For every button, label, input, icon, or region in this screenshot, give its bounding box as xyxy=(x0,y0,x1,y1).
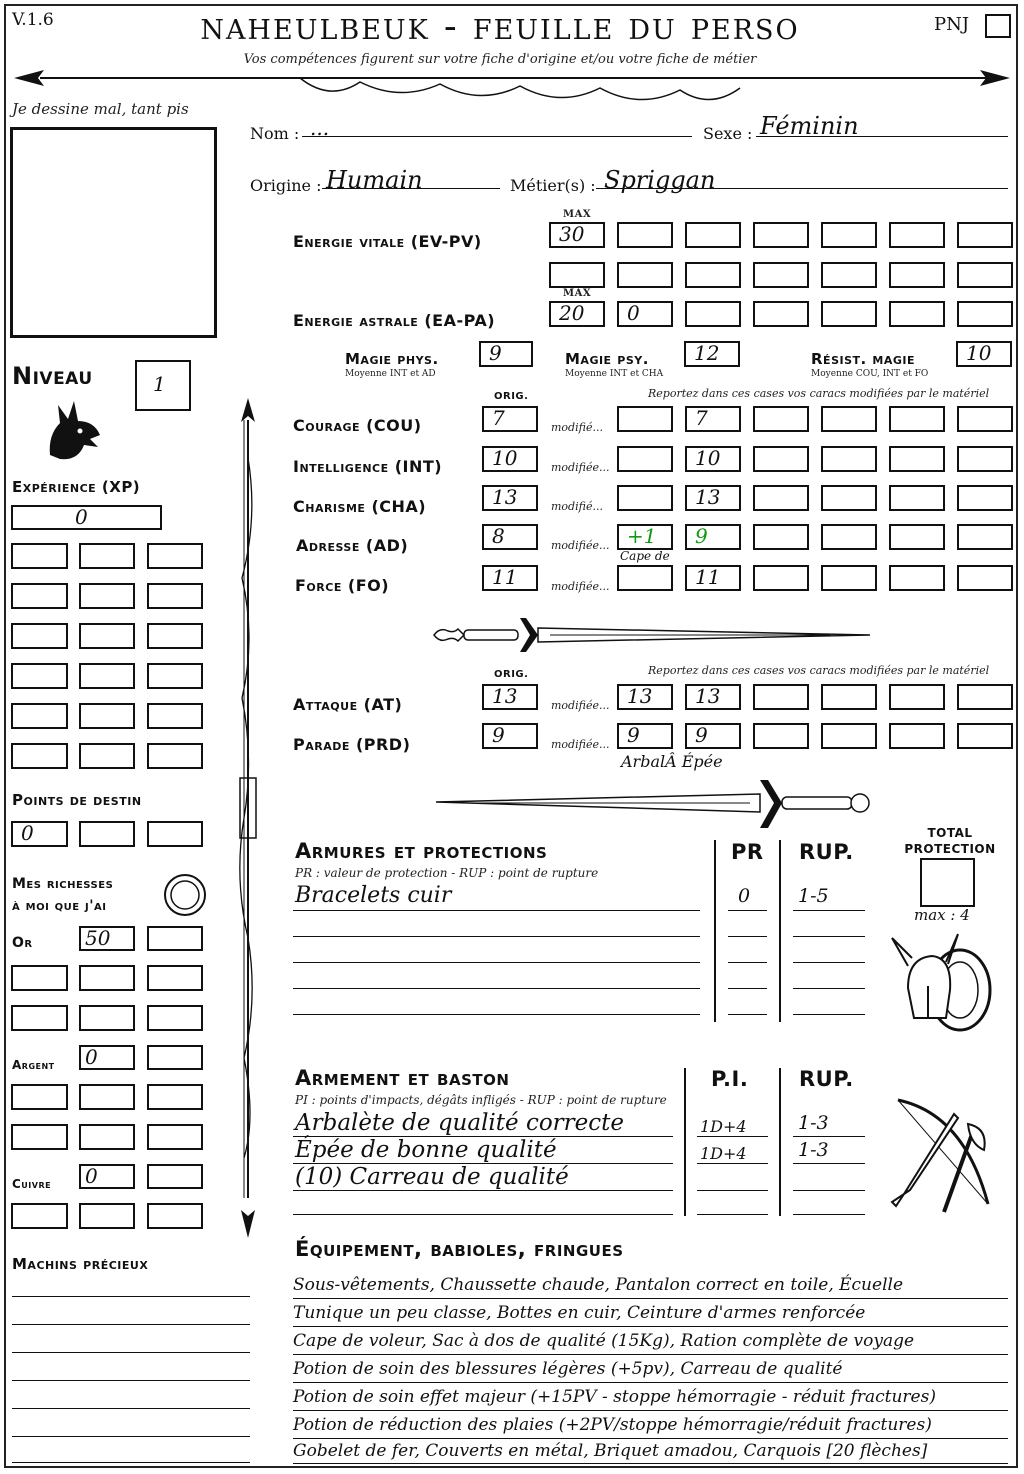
ea-box[interactable] xyxy=(753,301,809,327)
sword-ornament xyxy=(430,778,875,830)
ea-max-box[interactable] xyxy=(549,301,605,327)
ad-mod-box[interactable] xyxy=(821,524,877,550)
at-orig-box[interactable] xyxy=(482,684,538,710)
armure-item-rup: 1-5 xyxy=(798,885,829,907)
spear-ornament xyxy=(230,398,266,1238)
fo-mod-box[interactable] xyxy=(957,565,1013,591)
destin-box[interactable] xyxy=(79,821,135,847)
ea-label: Energie astrale (EA-PA) xyxy=(293,311,496,330)
xp-extra-box[interactable] xyxy=(11,703,68,729)
armement-title: Armement et baston xyxy=(295,1066,510,1090)
machins-line[interactable] xyxy=(12,1462,250,1463)
metier-label: Métier(s) : xyxy=(510,176,596,195)
argent-box[interactable] xyxy=(147,1045,203,1070)
richesses-label-2: à moi que j'ai xyxy=(12,898,107,914)
magie-phys-note: Moyenne INT et AD xyxy=(345,369,436,379)
cha-mod-box[interactable] xyxy=(617,485,673,511)
cuivre-box[interactable] xyxy=(11,1203,68,1229)
equipement-title: Équipement, babioles, fringues xyxy=(295,1237,624,1261)
ad-label: Adresse (AD) xyxy=(296,536,409,555)
xp-extra-box[interactable] xyxy=(11,743,68,769)
arme-rup-line[interactable] xyxy=(793,1163,865,1164)
or-value: 50 xyxy=(85,926,111,950)
origine-label: Origine : xyxy=(250,176,322,195)
fo-mod-box[interactable] xyxy=(685,565,741,591)
cha-modifie-label: modifié... xyxy=(551,500,603,513)
armure-line[interactable] xyxy=(293,1014,700,1015)
armure-line[interactable] xyxy=(293,962,700,963)
total-protection-label-2: PROTECTION xyxy=(904,842,996,856)
int-mod-box[interactable] xyxy=(753,446,809,472)
arme-item-pi: 1D+4 xyxy=(700,1117,747,1136)
armures-divider xyxy=(714,840,716,1022)
richesses-label: Mes richesses xyxy=(12,876,114,892)
int-orig-value: 10 xyxy=(492,446,518,470)
cha-mod-box[interactable] xyxy=(753,485,809,511)
ad-modifiee-label: modifiée... xyxy=(551,539,610,552)
or-box[interactable] xyxy=(147,926,203,951)
xp-extra-box[interactable] xyxy=(79,543,135,569)
int-mod-box[interactable] xyxy=(889,446,945,472)
ev-box[interactable] xyxy=(549,262,605,288)
sword-ornament xyxy=(430,612,875,658)
sexe-value: Féminin xyxy=(760,112,859,140)
armures-pr-header: PR xyxy=(731,840,764,864)
nom-label: Nom : xyxy=(250,124,300,143)
at-mod-box[interactable] xyxy=(889,684,945,710)
portrait-caption: Je dessine mal, tant pis xyxy=(12,100,189,118)
cuivre-box[interactable] xyxy=(79,1164,135,1189)
sheet-title: naheulbeuk - feuille du perso xyxy=(200,4,800,48)
ev-box[interactable] xyxy=(685,262,741,288)
magie-phys-box[interactable] xyxy=(479,341,533,367)
xp-extra-box[interactable] xyxy=(11,623,68,649)
armure-line[interactable] xyxy=(293,910,700,911)
armement-pi-header: P.I. xyxy=(711,1067,749,1091)
xp-extra-box[interactable] xyxy=(11,583,68,609)
machins-label: Machins précieux xyxy=(12,1255,149,1273)
argent-box[interactable] xyxy=(79,1124,135,1150)
cha-mod-box[interactable] xyxy=(889,485,945,511)
weapons-icon xyxy=(884,1094,1002,1218)
combat-report-note: Reportez dans ces cases vos caracs modifiées par le matériel xyxy=(648,664,990,677)
armure-pr-line[interactable] xyxy=(728,910,767,911)
ev-box[interactable] xyxy=(753,262,809,288)
sheet-subtitle: Vos compétences figurent sur votre fiche d'origine et/ou votre fiche de métier xyxy=(243,52,757,67)
metier-value: Spriggan xyxy=(604,166,716,194)
or-box[interactable] xyxy=(79,1005,135,1031)
ev-box[interactable] xyxy=(957,262,1013,288)
ev-max-value: 30 xyxy=(559,222,585,246)
destin-box[interactable] xyxy=(147,821,203,847)
armures-title: Armures et protections xyxy=(295,839,548,863)
xp-extra-box[interactable] xyxy=(11,663,68,689)
equipement-line[interactable]: Potion de réduction des plaies (+2PV/stoppe hémorragie/réduit fractures) xyxy=(293,1412,1008,1439)
armure-pr-line[interactable] xyxy=(728,988,767,989)
at-label: Attaque (AT) xyxy=(293,695,403,714)
cha-mod-box[interactable] xyxy=(957,485,1013,511)
arme-rup-line[interactable] xyxy=(793,1214,865,1215)
fo-orig-value: 11 xyxy=(492,565,518,589)
fo-mod-box[interactable] xyxy=(617,565,673,591)
cuivre-label: Cuivre xyxy=(12,1177,52,1191)
ea-box[interactable] xyxy=(821,301,877,327)
fo-mod-box[interactable] xyxy=(753,565,809,591)
cou-orig-box[interactable] xyxy=(482,406,538,432)
machins-line[interactable] xyxy=(12,1324,250,1325)
nom-value: ... xyxy=(310,116,330,140)
ad-note: Cape de xyxy=(620,549,670,563)
argent-value: 0 xyxy=(85,1045,98,1069)
at-mod-box[interactable] xyxy=(957,684,1013,710)
armure-line[interactable] xyxy=(293,988,700,989)
machins-line[interactable] xyxy=(12,1352,250,1353)
ev-max-box[interactable] xyxy=(549,222,605,248)
armure-rup-line[interactable] xyxy=(793,962,865,963)
argent-box[interactable] xyxy=(147,1084,203,1110)
int-mod-box[interactable] xyxy=(821,446,877,472)
helmet-shield-icon xyxy=(888,928,998,1036)
equipement-line[interactable]: Potion de soin des blessures légères (+5pv), Carreau de qualité xyxy=(293,1356,1008,1383)
prd-orig-box[interactable] xyxy=(482,723,538,749)
arme-pi-line[interactable] xyxy=(697,1163,768,1164)
cuivre-value: 0 xyxy=(85,1164,98,1188)
destin-value: 0 xyxy=(21,821,34,845)
ea-max-value: 20 xyxy=(559,301,585,325)
niveau-label: Niveau xyxy=(12,362,93,390)
ea-box[interactable] xyxy=(617,301,673,327)
arme-item-pi: 1D+4 xyxy=(700,1144,747,1163)
armure-rup-line[interactable] xyxy=(793,910,865,911)
ad-orig-box[interactable] xyxy=(482,524,538,550)
argent-box[interactable] xyxy=(147,1124,203,1150)
cha-mod-box[interactable] xyxy=(685,485,741,511)
machins-line[interactable] xyxy=(12,1380,250,1381)
cha-label: Charisme (CHA) xyxy=(293,497,427,516)
ad-mod1-value: +1 xyxy=(627,524,657,548)
ad-mod-box[interactable] xyxy=(685,524,741,550)
ea-box[interactable] xyxy=(889,301,945,327)
arme-item-name: (10) Carreau de qualité xyxy=(295,1164,569,1190)
or-box[interactable] xyxy=(11,1005,68,1031)
ev-label: Energie vitale (EV-PV) xyxy=(293,232,482,251)
cou-label: Courage (COU) xyxy=(293,416,422,435)
argent-box[interactable] xyxy=(11,1124,68,1150)
armement-divider xyxy=(779,1068,781,1216)
xp-box[interactable] xyxy=(11,505,162,530)
equipement-line[interactable]: Gobelet de fer, Couverts en métal, Briquet amadou, Carquois [20 flèches] xyxy=(293,1438,1008,1464)
int-mod-box[interactable] xyxy=(957,446,1013,472)
caracs-orig-label: ORIG. xyxy=(494,391,529,402)
ea-box[interactable] xyxy=(685,301,741,327)
cuivre-box[interactable] xyxy=(79,1203,135,1229)
prd-mod-box[interactable] xyxy=(617,723,673,749)
ev-max-label: MAX xyxy=(563,209,592,220)
ad-mod-box[interactable] xyxy=(889,524,945,550)
cou-mod2-value: 7 xyxy=(695,406,708,430)
or-label: Or xyxy=(12,935,33,951)
armures-note: PR : valeur de protection - RUP : point de rupture xyxy=(295,866,599,880)
cou-orig-value: 7 xyxy=(492,406,505,430)
at-mod-box[interactable] xyxy=(753,684,809,710)
xp-extra-box[interactable] xyxy=(147,623,203,649)
version-label: V.1.6 xyxy=(12,10,54,30)
equipement-line[interactable]: Sous-vêtements, Chaussette chaude, Pantalon correct en toile, Écuelle xyxy=(293,1272,1008,1299)
xp-extra-box[interactable] xyxy=(79,703,135,729)
ad-mod2-value: 9 xyxy=(695,524,708,548)
arme-item-rup: 1-3 xyxy=(798,1112,829,1134)
xp-extra-box[interactable] xyxy=(79,663,135,689)
prd-mod-box[interactable] xyxy=(753,723,809,749)
xp-extra-box[interactable] xyxy=(147,703,203,729)
cha-orig-box[interactable] xyxy=(482,485,538,511)
resist-magie-value: 10 xyxy=(966,341,992,365)
xp-label: Expérience (XP) xyxy=(12,478,141,496)
cou-mod-box[interactable] xyxy=(753,406,809,432)
ea-current-value: 0 xyxy=(627,301,640,325)
xp-extra-box[interactable] xyxy=(147,543,203,569)
arme-item-name: Arbalète de qualité correcte xyxy=(295,1110,625,1136)
coin-icon xyxy=(162,872,208,918)
arme-pi-line[interactable] xyxy=(697,1190,768,1191)
fo-mod2-value: 11 xyxy=(695,565,721,589)
xp-extra-box[interactable] xyxy=(79,623,135,649)
or-box[interactable] xyxy=(11,965,68,991)
ev-box[interactable] xyxy=(617,222,673,248)
armure-rup-line[interactable] xyxy=(793,988,865,989)
arme-line[interactable] xyxy=(293,1190,673,1191)
equipement-line[interactable]: Cape de voleur, Sac à dos de qualité (15Kg), Ration complète de voyage xyxy=(293,1328,1008,1355)
dragon-icon xyxy=(40,395,106,465)
argent-box[interactable] xyxy=(11,1084,68,1110)
at-mod1-value: 13 xyxy=(627,684,653,708)
armures-divider xyxy=(779,840,781,1022)
armure-item-name: Bracelets cuir xyxy=(295,883,452,908)
or-box[interactable] xyxy=(147,1005,203,1031)
machins-line[interactable] xyxy=(12,1296,250,1297)
resist-magie-note: Moyenne COU, INT et FO xyxy=(811,369,929,379)
total-protection-label: TOTAL xyxy=(927,826,973,840)
origine-value: Humain xyxy=(326,166,423,194)
fo-mod-box[interactable] xyxy=(821,565,877,591)
prd-mod-box[interactable] xyxy=(685,723,741,749)
argent-box[interactable] xyxy=(79,1045,135,1070)
cuivre-box[interactable] xyxy=(147,1203,203,1229)
magie-psy-label: Magie psy. xyxy=(565,350,649,368)
equipement-line[interactable]: Potion de soin effet majeur (+15PV - stoppe hémorragie - réduit fractures) xyxy=(293,1384,1008,1411)
fo-mod-box[interactable] xyxy=(889,565,945,591)
at-mod-box[interactable] xyxy=(821,684,877,710)
int-label: Intelligence (INT) xyxy=(293,457,443,476)
int-mod2-value: 10 xyxy=(695,446,721,470)
cou-modifie-label: modifié... xyxy=(551,421,603,434)
at-mod2-value: 13 xyxy=(695,684,721,708)
machins-line[interactable] xyxy=(12,1436,250,1437)
arme-item-name: Épée de bonne qualité xyxy=(295,1137,557,1163)
ev-box[interactable] xyxy=(617,262,673,288)
arme-rup-line[interactable] xyxy=(793,1136,865,1137)
armure-line[interactable] xyxy=(293,936,700,937)
fo-modifiee-label: modifiée... xyxy=(551,580,610,593)
cou-mod-box[interactable] xyxy=(957,406,1013,432)
portrait-box[interactable] xyxy=(10,127,217,338)
fo-label: Force (FO) xyxy=(295,576,390,595)
pnj-checkbox[interactable] xyxy=(985,14,1011,38)
armures-rup-header: RUP. xyxy=(799,840,854,864)
armement-note: PI : points d'impacts, dégâts infligés - RUP : point de rupture xyxy=(295,1093,667,1107)
ev-box[interactable] xyxy=(889,222,945,248)
equipement-line[interactable]: Tunique un peu classe, Bottes en cuir, Ceinture d'armes renforcée xyxy=(293,1300,1008,1327)
ev-box[interactable] xyxy=(821,262,877,288)
nom-line[interactable] xyxy=(302,136,692,137)
xp-value: 0 xyxy=(75,505,88,529)
ad-orig-value: 8 xyxy=(492,524,505,548)
ad-mod-box[interactable] xyxy=(753,524,809,550)
armure-rup-line[interactable] xyxy=(793,1014,865,1015)
xp-extra-box[interactable] xyxy=(147,743,203,769)
caracs-report-note: Reportez dans ces cases vos caracs modifiées par le matériel xyxy=(648,387,990,400)
pnj-label: PNJ xyxy=(934,14,970,35)
prd-mod-box[interactable] xyxy=(889,723,945,749)
armure-rup-line[interactable] xyxy=(793,936,865,937)
ev-box[interactable] xyxy=(889,262,945,288)
int-modifiee-label: modifiée... xyxy=(551,461,610,474)
int-mod-box[interactable] xyxy=(617,446,673,472)
magie-psy-value: 12 xyxy=(694,341,720,365)
at-modifiee-label: modifiée... xyxy=(551,699,610,712)
xp-extra-box[interactable] xyxy=(11,543,68,569)
cou-mod-box[interactable] xyxy=(617,406,673,432)
magie-psy-box[interactable] xyxy=(684,341,740,367)
xp-extra-box[interactable] xyxy=(147,583,203,609)
arme-pi-line[interactable] xyxy=(697,1214,768,1215)
armure-pr-line[interactable] xyxy=(728,962,767,963)
ad-mod-box[interactable] xyxy=(957,524,1013,550)
xp-extra-box[interactable] xyxy=(79,743,135,769)
total-protection-max: max : 4 xyxy=(914,906,970,924)
resist-magie-label: Résist. magie xyxy=(811,350,916,368)
ea-max-label: MAX xyxy=(563,288,592,299)
arme-pi-line[interactable] xyxy=(697,1136,768,1137)
at-orig-value: 13 xyxy=(492,684,518,708)
armure-item-pr: 0 xyxy=(738,885,751,907)
arme-item-rup: 1-3 xyxy=(798,1139,829,1161)
prd-mod2-value: 9 xyxy=(695,723,708,747)
magie-psy-note: Moyenne INT et CHA xyxy=(565,369,664,379)
prd-mod-box[interactable] xyxy=(957,723,1013,749)
destin-box[interactable] xyxy=(11,821,68,847)
arme-line[interactable] xyxy=(293,1214,673,1215)
armure-pr-line[interactable] xyxy=(728,1014,767,1015)
int-mod-box[interactable] xyxy=(685,446,741,472)
cha-mod2-value: 13 xyxy=(695,485,721,509)
niveau-value: 1 xyxy=(153,372,166,396)
ev-box[interactable] xyxy=(957,222,1013,248)
ev-box[interactable] xyxy=(685,222,741,248)
fo-orig-box[interactable] xyxy=(482,565,538,591)
xp-extra-box[interactable] xyxy=(79,583,135,609)
magie-phys-value: 9 xyxy=(489,341,502,365)
ev-box[interactable] xyxy=(821,222,877,248)
int-orig-box[interactable] xyxy=(482,446,538,472)
or-box[interactable] xyxy=(79,965,135,991)
prd-orig-value: 9 xyxy=(492,723,505,747)
at-mod-box[interactable] xyxy=(685,684,741,710)
combat-orig-label: ORIG. xyxy=(494,669,529,680)
cha-orig-value: 13 xyxy=(492,485,518,509)
prd-modifiee-label: modifiée... xyxy=(551,738,610,751)
niveau-box[interactable] xyxy=(135,360,191,411)
arme-rup-line[interactable] xyxy=(793,1190,865,1191)
cuivre-box[interactable] xyxy=(147,1164,203,1189)
or-box[interactable] xyxy=(79,926,135,951)
destin-label: Points de destin xyxy=(12,791,142,809)
combat-note: ArbalÂ Épée xyxy=(621,752,723,771)
machins-line[interactable] xyxy=(12,1408,250,1409)
argent-label: Argent xyxy=(12,1058,55,1072)
or-box[interactable] xyxy=(147,965,203,991)
magie-phys-label: Magie phys. xyxy=(345,350,439,368)
cha-mod-box[interactable] xyxy=(821,485,877,511)
ad-mod-box[interactable] xyxy=(617,524,673,550)
prd-label: Parade (PRD) xyxy=(293,735,411,754)
ev-box[interactable] xyxy=(753,222,809,248)
armure-pr-line[interactable] xyxy=(728,936,767,937)
total-protection-box[interactable] xyxy=(920,858,975,907)
cou-mod-box[interactable] xyxy=(821,406,877,432)
armement-rup-header: RUP. xyxy=(799,1067,854,1091)
cou-mod-box[interactable] xyxy=(685,406,741,432)
argent-box[interactable] xyxy=(79,1084,135,1110)
at-mod-box[interactable] xyxy=(617,684,673,710)
sexe-label: Sexe : xyxy=(703,124,753,143)
xp-extra-box[interactable] xyxy=(147,663,203,689)
cou-mod-box[interactable] xyxy=(889,406,945,432)
armement-divider xyxy=(684,1068,686,1216)
ea-box[interactable] xyxy=(957,301,1013,327)
resist-magie-box[interactable] xyxy=(956,341,1012,367)
prd-mod-box[interactable] xyxy=(821,723,877,749)
prd-mod1-value: 9 xyxy=(627,723,640,747)
